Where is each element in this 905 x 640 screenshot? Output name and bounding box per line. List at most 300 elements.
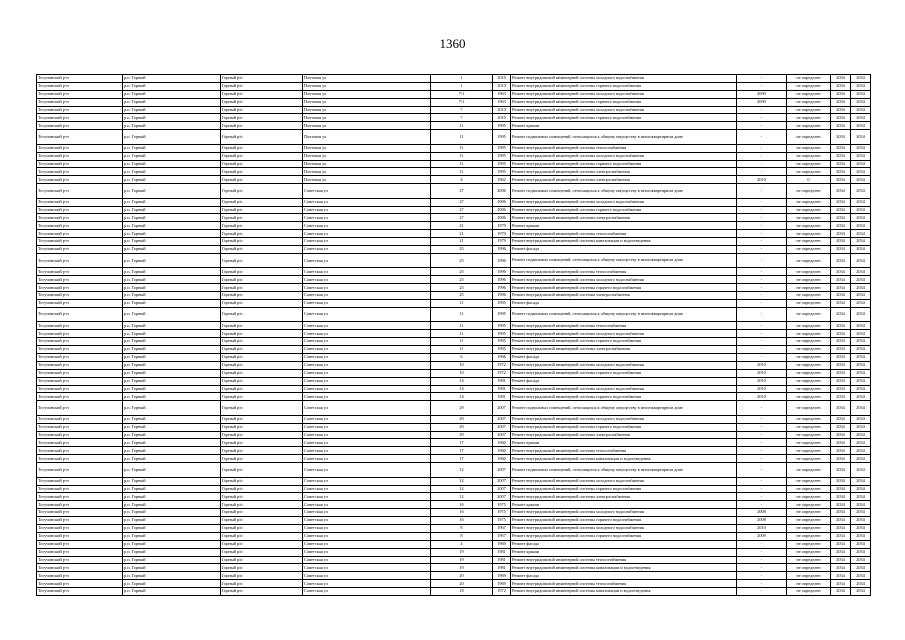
plan-end-year-cell: 2034 bbox=[851, 338, 871, 346]
plan-start-year-cell: 2034 bbox=[831, 106, 851, 114]
build-year-cell: 2007 bbox=[493, 401, 511, 416]
street-cell: Советская ул bbox=[303, 431, 431, 439]
work-type-cell: Ремонт подвальных помещений, относящихся к общему имуществу в многоквартирном доме bbox=[511, 130, 737, 145]
settlement-cell: р.п. Горный bbox=[123, 106, 221, 114]
last-repair-year-cell: - bbox=[737, 431, 787, 439]
plan-start-year-cell: 2034 bbox=[831, 214, 851, 222]
area-cell: Тогучинский р-н bbox=[37, 292, 123, 300]
area-cell: Тогучинский р-н bbox=[37, 246, 123, 254]
plan-start-year-cell: 2034 bbox=[831, 556, 851, 564]
municipality-cell: Горный р/п bbox=[221, 106, 303, 114]
table-row bbox=[37, 564, 871, 572]
plan-end-year-cell: 2034 bbox=[851, 509, 871, 517]
municipality-cell: Горный р/п bbox=[221, 439, 303, 447]
house-number-cell: 25 bbox=[431, 276, 493, 284]
settlement-cell: р.п. Горный bbox=[123, 114, 221, 122]
plan-end-year-cell: 2034 bbox=[851, 206, 871, 214]
table-row bbox=[37, 524, 871, 532]
area-cell: Тогучинский р-н bbox=[37, 299, 123, 307]
house-number-cell: 20 bbox=[431, 572, 493, 580]
municipality-cell: Горный р/п bbox=[221, 455, 303, 463]
last-repair-year-cell: - bbox=[737, 114, 787, 122]
work-type-cell: Ремонт внутридомовой инженерной системы канализации и водоотведения bbox=[511, 238, 737, 246]
municipality-cell: Горный р/п bbox=[221, 90, 303, 98]
build-year-cell: 1995 bbox=[493, 160, 511, 168]
table-row bbox=[37, 338, 871, 346]
planned-period-cell: не определен bbox=[787, 322, 831, 330]
table-row bbox=[37, 299, 871, 307]
municipality-cell: Горный р/п bbox=[221, 144, 303, 152]
area-cell: Тогучинский р-н bbox=[37, 493, 123, 501]
planned-period-cell: не определен bbox=[787, 144, 831, 152]
house-number-cell: 25 bbox=[431, 246, 493, 254]
last-repair-year-cell: - bbox=[737, 556, 787, 564]
plan-end-year-cell: 2034 bbox=[851, 238, 871, 246]
build-year-cell: 1995 bbox=[493, 307, 511, 322]
table-row bbox=[37, 548, 871, 556]
municipality-cell: Горный р/п bbox=[221, 415, 303, 423]
street-cell: Советская ул bbox=[303, 540, 431, 548]
house-number-cell: 19 bbox=[431, 556, 493, 564]
settlement-cell: р.п. Горный bbox=[123, 168, 221, 176]
build-year-cell: 2006 bbox=[493, 214, 511, 222]
street-cell: Советская ул bbox=[303, 307, 431, 322]
work-type-cell: Ремонт крыши bbox=[511, 501, 737, 509]
plan-start-year-cell: 2034 bbox=[831, 447, 851, 455]
table-row bbox=[37, 369, 871, 377]
area-cell: Тогучинский р-н bbox=[37, 284, 123, 292]
last-repair-year-cell: 2010 bbox=[737, 524, 787, 532]
plan-start-year-cell: 2034 bbox=[831, 299, 851, 307]
house-number-cell: 17 bbox=[431, 447, 493, 455]
house-number-cell: 18 bbox=[431, 588, 493, 596]
municipality-cell: Горный р/п bbox=[221, 346, 303, 354]
planned-period-cell: не определен bbox=[787, 540, 831, 548]
build-year-cell: 1981 bbox=[493, 385, 511, 393]
plan-end-year-cell: 2034 bbox=[851, 548, 871, 556]
street-cell: Советская ул bbox=[303, 415, 431, 423]
table-row bbox=[37, 580, 871, 588]
last-repair-year-cell: - bbox=[737, 130, 787, 145]
build-year-cell: 2006 bbox=[493, 206, 511, 214]
street-cell: Советская ул bbox=[303, 477, 431, 485]
work-type-cell: Ремонт внутридомовой инженерной системы холодного водоснабжения bbox=[511, 198, 737, 206]
area-cell: Тогучинский р-н bbox=[37, 338, 123, 346]
last-repair-year-cell: - bbox=[737, 82, 787, 90]
planned-period-cell: не определен bbox=[787, 106, 831, 114]
settlement-cell: р.п. Горный bbox=[123, 447, 221, 455]
planned-period-cell: не определен bbox=[787, 152, 831, 160]
municipality-cell: Горный р/п bbox=[221, 284, 303, 292]
plan-end-year-cell: 2034 bbox=[851, 168, 871, 176]
build-year-cell: 1995 bbox=[493, 346, 511, 354]
planned-period-cell: не определен bbox=[787, 168, 831, 176]
settlement-cell: р.п. Горный bbox=[123, 517, 221, 525]
plan-start-year-cell: 2034 bbox=[831, 90, 851, 98]
settlement-cell: р.п. Горный bbox=[123, 385, 221, 393]
area-cell: Тогучинский р-н bbox=[37, 322, 123, 330]
house-number-cell: 20 bbox=[431, 580, 493, 588]
planned-period-cell: не определен bbox=[787, 493, 831, 501]
work-type-cell: Ремонт крыши bbox=[511, 439, 737, 447]
build-year-cell: 2010 bbox=[493, 75, 511, 83]
planned-period-cell: не определен bbox=[787, 548, 831, 556]
municipality-cell: Горный р/п bbox=[221, 353, 303, 361]
last-repair-year-cell: 2009 bbox=[737, 532, 787, 540]
plan-end-year-cell: 2034 bbox=[851, 517, 871, 525]
build-year-cell: 2007 bbox=[493, 463, 511, 478]
plan-start-year-cell: 2034 bbox=[831, 455, 851, 463]
work-type-cell: Ремонт внутридомовой инженерной системы теплоснабжения bbox=[511, 144, 737, 152]
house-number-cell: 19 bbox=[431, 548, 493, 556]
plan-start-year-cell: 2034 bbox=[831, 176, 851, 184]
street-cell: Советская ул bbox=[303, 501, 431, 509]
plan-end-year-cell: 2034 bbox=[851, 276, 871, 284]
build-year-cell: 2006 bbox=[493, 184, 511, 199]
plan-start-year-cell: 2034 bbox=[831, 415, 851, 423]
build-year-cell: 2010 bbox=[493, 106, 511, 114]
settlement-cell: р.п. Горный bbox=[123, 439, 221, 447]
build-year-cell: 2007 bbox=[493, 493, 511, 501]
plan-start-year-cell: 2034 bbox=[831, 198, 851, 206]
work-type-cell: Ремонт внутридомовой инженерной системы горячего водоснабжения bbox=[511, 393, 737, 401]
plan-end-year-cell: 2034 bbox=[851, 447, 871, 455]
plan-end-year-cell: 2034 bbox=[851, 98, 871, 106]
work-type-cell: Ремонт внутридомовой инженерной системы канализации и водоотведения bbox=[511, 455, 737, 463]
municipality-cell: Горный р/п bbox=[221, 572, 303, 580]
work-type-cell: Ремонт фасада bbox=[511, 246, 737, 254]
plan-end-year-cell: 2034 bbox=[851, 307, 871, 322]
last-repair-year-cell: - bbox=[737, 548, 787, 556]
municipality-cell: Горный р/п bbox=[221, 385, 303, 393]
last-repair-year-cell: - bbox=[737, 160, 787, 168]
build-year-cell: 1995 bbox=[493, 122, 511, 130]
street-cell: Советская ул bbox=[303, 385, 431, 393]
table-row bbox=[37, 415, 871, 423]
plan-start-year-cell: 2034 bbox=[831, 353, 851, 361]
municipality-cell: Горный р/п bbox=[221, 75, 303, 83]
build-year-cell: 1981 bbox=[493, 556, 511, 564]
last-repair-year-cell: 2010 bbox=[737, 369, 787, 377]
settlement-cell: р.п. Горный bbox=[123, 346, 221, 354]
municipality-cell: Горный р/п bbox=[221, 377, 303, 385]
area-cell: Тогучинский р-н bbox=[37, 501, 123, 509]
house-number-cell: 16 bbox=[431, 517, 493, 525]
house-number-cell: 16 bbox=[431, 501, 493, 509]
area-cell: Тогучинский р-н bbox=[37, 268, 123, 276]
house-number-cell: 12 bbox=[431, 477, 493, 485]
table-row bbox=[37, 238, 871, 246]
street-cell: Почтовая ул bbox=[303, 144, 431, 152]
area-cell: Тогучинский р-н bbox=[37, 114, 123, 122]
municipality-cell: Горный р/п bbox=[221, 532, 303, 540]
street-cell: Советская ул bbox=[303, 268, 431, 276]
settlement-cell: р.п. Горный bbox=[123, 477, 221, 485]
house-number-cell: 12 bbox=[431, 463, 493, 478]
street-cell: Советская ул bbox=[303, 556, 431, 564]
planned-period-cell: не определен bbox=[787, 307, 831, 322]
settlement-cell: р.п. Горный bbox=[123, 292, 221, 300]
table-row bbox=[37, 160, 871, 168]
last-repair-year-cell: - bbox=[737, 447, 787, 455]
street-cell: Советская ул bbox=[303, 369, 431, 377]
area-cell: Тогучинский р-н bbox=[37, 130, 123, 145]
build-year-cell: 2007 bbox=[493, 431, 511, 439]
work-type-cell: Ремонт подвальных помещений, относящихся к общему имуществу в многоквартирном доме bbox=[511, 184, 737, 199]
street-cell: Почтовая ул bbox=[303, 90, 431, 98]
work-type-cell: Ремонт внутридомовой инженерной системы холодного водоснабжения bbox=[511, 509, 737, 517]
plan-start-year-cell: 2034 bbox=[831, 509, 851, 517]
last-repair-year-cell: - bbox=[737, 338, 787, 346]
settlement-cell: р.п. Горный bbox=[123, 238, 221, 246]
settlement-cell: р.п. Горный bbox=[123, 284, 221, 292]
plan-start-year-cell: 2034 bbox=[831, 431, 851, 439]
area-cell: Тогучинский р-н bbox=[37, 144, 123, 152]
plan-start-year-cell: 2034 bbox=[831, 439, 851, 447]
settlement-cell: р.п. Горный bbox=[123, 423, 221, 431]
settlement-cell: р.п. Горный bbox=[123, 230, 221, 238]
municipality-cell: Горный р/п bbox=[221, 401, 303, 416]
house-number-cell: 11 bbox=[431, 130, 493, 145]
settlement-cell: р.п. Горный bbox=[123, 222, 221, 230]
planned-period-cell: не определен bbox=[787, 423, 831, 431]
build-year-cell: 2007 bbox=[493, 477, 511, 485]
municipality-cell: Горный р/п bbox=[221, 230, 303, 238]
area-cell: Тогучинский р-н bbox=[37, 106, 123, 114]
street-cell: Советская ул bbox=[303, 222, 431, 230]
table-row bbox=[37, 423, 871, 431]
work-type-cell: Ремонт подвальных помещений, относящихся к общему имуществу в многоквартирном доме bbox=[511, 253, 737, 268]
planned-period-cell: не определен bbox=[787, 580, 831, 588]
plan-start-year-cell: 2034 bbox=[831, 82, 851, 90]
area-cell: Тогучинский р-н bbox=[37, 198, 123, 206]
plan-start-year-cell: 2034 bbox=[831, 361, 851, 369]
table-row bbox=[37, 307, 871, 322]
area-cell: Тогучинский р-н bbox=[37, 160, 123, 168]
table-row bbox=[37, 431, 871, 439]
plan-end-year-cell: 2034 bbox=[851, 268, 871, 276]
build-year-cell: 1995 bbox=[493, 168, 511, 176]
plan-end-year-cell: 2034 bbox=[851, 572, 871, 580]
last-repair-year-cell: 2010 bbox=[737, 385, 787, 393]
house-number-cell: 29 bbox=[431, 401, 493, 416]
planned-period-cell: не определен bbox=[787, 346, 831, 354]
settlement-cell: р.п. Горный bbox=[123, 176, 221, 184]
page-number: 1360 bbox=[439, 36, 466, 51]
planned-period-cell: не определен bbox=[787, 330, 831, 338]
work-type-cell: Ремонт крыши bbox=[511, 548, 737, 556]
work-type-cell: Ремонт внутридомовой инженерной системы горячего водоснабжения bbox=[511, 82, 737, 90]
house-number-cell: 7 bbox=[431, 106, 493, 114]
work-type-cell: Ремонт внутридомовой инженерной системы электроснабжения bbox=[511, 493, 737, 501]
settlement-cell: р.п. Горный bbox=[123, 130, 221, 145]
street-cell: Советская ул bbox=[303, 455, 431, 463]
area-cell: Тогучинский р-н bbox=[37, 431, 123, 439]
plan-start-year-cell: 2034 bbox=[831, 393, 851, 401]
planned-period-cell: не определен bbox=[787, 556, 831, 564]
last-repair-year-cell: - bbox=[737, 122, 787, 130]
municipality-cell: Горный р/п bbox=[221, 369, 303, 377]
build-year-cell: 1975 bbox=[493, 501, 511, 509]
work-type-cell: Ремонт внутридомовой инженерной системы холодного водоснабжения bbox=[511, 361, 737, 369]
work-type-cell: Ремонт внутридомовой инженерной системы горячего водоснабжения bbox=[511, 423, 737, 431]
house-number-cell: 8 bbox=[431, 532, 493, 540]
plan-start-year-cell: 2034 bbox=[831, 369, 851, 377]
build-year-cell: 1972 bbox=[493, 588, 511, 596]
settlement-cell: р.п. Горный bbox=[123, 377, 221, 385]
planned-period-cell: не определен bbox=[787, 198, 831, 206]
plan-start-year-cell: 2034 bbox=[831, 524, 851, 532]
settlement-cell: р.п. Горный bbox=[123, 353, 221, 361]
table-row bbox=[37, 447, 871, 455]
house-number-cell: 6 bbox=[431, 353, 493, 361]
build-year-cell: 1967 bbox=[493, 524, 511, 532]
house-number-cell: 11 bbox=[431, 144, 493, 152]
last-repair-year-cell: - bbox=[737, 246, 787, 254]
last-repair-year-cell: - bbox=[737, 455, 787, 463]
table-row bbox=[37, 455, 871, 463]
table-row bbox=[37, 98, 871, 106]
table-row bbox=[37, 330, 871, 338]
table-row bbox=[37, 401, 871, 416]
settlement-cell: р.п. Горный bbox=[123, 493, 221, 501]
plan-start-year-cell: 2034 bbox=[831, 532, 851, 540]
settlement-cell: р.п. Горный bbox=[123, 322, 221, 330]
settlement-cell: р.п. Горный bbox=[123, 369, 221, 377]
planned-period-cell: не определен bbox=[787, 532, 831, 540]
house-number-cell: 11 bbox=[431, 152, 493, 160]
street-cell: Советская ул bbox=[303, 292, 431, 300]
planned-period-cell: не определен bbox=[787, 75, 831, 83]
area-cell: Тогучинский р-н bbox=[37, 361, 123, 369]
house-number-cell: 25 bbox=[431, 292, 493, 300]
plan-end-year-cell: 2034 bbox=[851, 477, 871, 485]
last-repair-year-cell: - bbox=[737, 501, 787, 509]
table-row bbox=[37, 393, 871, 401]
area-cell: Тогучинский р-н bbox=[37, 346, 123, 354]
house-number-cell: 25 bbox=[431, 253, 493, 268]
house-number-cell: 25 bbox=[431, 284, 493, 292]
table-row bbox=[37, 168, 871, 176]
plan-end-year-cell: 2034 bbox=[851, 130, 871, 145]
settlement-cell: р.п. Горный bbox=[123, 206, 221, 214]
work-type-cell: Ремонт подвальных помещений, относящихся к общему имуществу в многоквартирном доме bbox=[511, 401, 737, 416]
last-repair-year-cell: - bbox=[737, 253, 787, 268]
area-cell: Тогучинский р-н bbox=[37, 98, 123, 106]
plan-end-year-cell: 2034 bbox=[851, 114, 871, 122]
build-year-cell: 1975 bbox=[493, 517, 511, 525]
build-year-cell: 1995 bbox=[493, 299, 511, 307]
plan-end-year-cell: 2034 bbox=[851, 463, 871, 478]
plan-start-year-cell: 2034 bbox=[831, 268, 851, 276]
build-year-cell: 1972 bbox=[493, 369, 511, 377]
planned-period-cell: не определен bbox=[787, 509, 831, 517]
municipality-cell: Горный р/п bbox=[221, 214, 303, 222]
build-year-cell: 1962 bbox=[493, 176, 511, 184]
planned-period-cell: не определен bbox=[787, 385, 831, 393]
last-repair-year-cell: - bbox=[737, 423, 787, 431]
last-repair-year-cell: 2009 bbox=[737, 90, 787, 98]
plan-start-year-cell: 2034 bbox=[831, 485, 851, 493]
plan-end-year-cell: 2034 bbox=[851, 106, 871, 114]
planned-period-cell: не определен bbox=[787, 268, 831, 276]
area-cell: Тогучинский р-н bbox=[37, 548, 123, 556]
plan-start-year-cell: 2034 bbox=[831, 184, 851, 199]
municipality-cell: Горный р/п bbox=[221, 184, 303, 199]
plan-end-year-cell: 2034 bbox=[851, 532, 871, 540]
municipality-cell: Горный р/п bbox=[221, 268, 303, 276]
plan-end-year-cell: 2034 bbox=[851, 393, 871, 401]
work-type-cell: Ремонт внутридомовой инженерной системы горячего водоснабжения bbox=[511, 369, 737, 377]
municipality-cell: Горный р/п bbox=[221, 82, 303, 90]
street-cell: Почтовая ул bbox=[303, 152, 431, 160]
plan-end-year-cell: 2034 bbox=[851, 556, 871, 564]
area-cell: Тогучинский р-н bbox=[37, 423, 123, 431]
work-type-cell: Ремонт внутридомовой инженерной системы теплоснабжения bbox=[511, 447, 737, 455]
build-year-cell: 2007 bbox=[493, 423, 511, 431]
last-repair-year-cell: - bbox=[737, 184, 787, 199]
work-type-cell: Ремонт внутридомовой инженерной системы канализации и водоотведения bbox=[511, 564, 737, 572]
table-row bbox=[37, 122, 871, 130]
table-row bbox=[37, 493, 871, 501]
street-cell: Почтовая ул bbox=[303, 122, 431, 130]
street-cell: Советская ул bbox=[303, 572, 431, 580]
planned-period-cell: не определен bbox=[787, 184, 831, 199]
house-number-cell: 14 bbox=[431, 393, 493, 401]
last-repair-year-cell: - bbox=[737, 463, 787, 478]
municipality-cell: Горный р/п bbox=[221, 463, 303, 478]
table-row bbox=[37, 346, 871, 354]
work-type-cell: Ремонт внутридомовой инженерной системы теплоснабжения bbox=[511, 580, 737, 588]
planned-period-cell: не определен bbox=[787, 477, 831, 485]
work-type-cell: Ремонт внутридомовой инженерной системы горячего водоснабжения bbox=[511, 114, 737, 122]
area-cell: Тогучинский р-н bbox=[37, 447, 123, 455]
last-repair-year-cell: - bbox=[737, 268, 787, 276]
plan-start-year-cell: 2034 bbox=[831, 168, 851, 176]
planned-period-cell: не определен bbox=[787, 214, 831, 222]
municipality-cell: Горный р/п bbox=[221, 176, 303, 184]
house-number-cell: 11 bbox=[431, 338, 493, 346]
settlement-cell: р.п. Горный bbox=[123, 214, 221, 222]
work-type-cell: Ремонт внутридомовой инженерной системы теплоснабжения bbox=[511, 322, 737, 330]
last-repair-year-cell: - bbox=[737, 346, 787, 354]
plan-start-year-cell: 2034 bbox=[831, 564, 851, 572]
build-year-cell: 1981 bbox=[493, 548, 511, 556]
table-row bbox=[37, 485, 871, 493]
work-type-cell: Ремонт фасада bbox=[511, 377, 737, 385]
municipality-cell: Горный р/п bbox=[221, 206, 303, 214]
house-number-cell: 29 bbox=[431, 415, 493, 423]
plan-end-year-cell: 2034 bbox=[851, 176, 871, 184]
build-year-cell: 1996 bbox=[493, 284, 511, 292]
work-type-cell: Ремонт внутридомовой инженерной системы горячего водоснабжения bbox=[511, 206, 737, 214]
plan-start-year-cell: 2034 bbox=[831, 330, 851, 338]
street-cell: Советская ул bbox=[303, 206, 431, 214]
plan-end-year-cell: 2034 bbox=[851, 160, 871, 168]
work-type-cell: Ремонт внутридомовой инженерной системы холодного водоснабжения bbox=[511, 415, 737, 423]
municipality-cell: Горный р/п bbox=[221, 152, 303, 160]
table-row bbox=[37, 532, 871, 540]
last-repair-year-cell: - bbox=[737, 330, 787, 338]
plan-end-year-cell: 2034 bbox=[851, 246, 871, 254]
municipality-cell: Горный р/п bbox=[221, 122, 303, 130]
planned-period-cell: не определен bbox=[787, 517, 831, 525]
area-cell: Тогучинский р-н bbox=[37, 524, 123, 532]
street-cell: Почтовая ул bbox=[303, 114, 431, 122]
work-type-cell: Ремонт внутридомовой инженерной системы холодного водоснабжения bbox=[511, 152, 737, 160]
build-year-cell: 1995 bbox=[493, 130, 511, 145]
plan-start-year-cell: 2034 bbox=[831, 580, 851, 588]
